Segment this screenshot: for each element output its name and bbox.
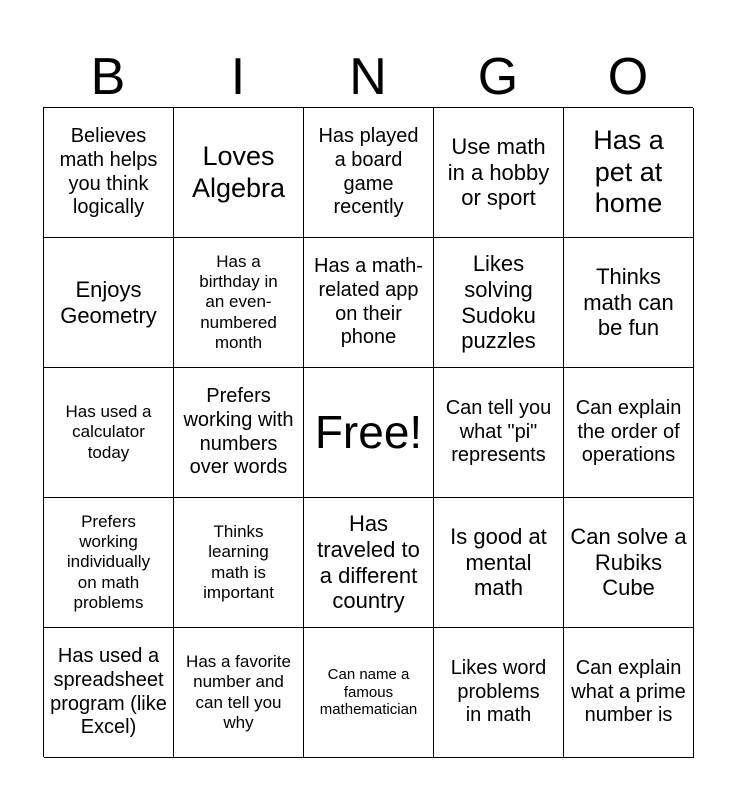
cell-text: Thinks learning math is important [203,522,274,602]
bingo-cell[interactable] [174,108,304,238]
cell-text: Can solve a Rubiks Cube [570,523,687,601]
cell-text: Has a favorite number and can tell you why [186,652,291,732]
bingo-cell[interactable] [434,108,564,238]
bingo-cell[interactable] [434,498,564,628]
cell-text: Use math in a hobby or sport [447,133,550,211]
cell-text: Can tell you what "pi" represents [445,397,552,467]
bingo-board [43,107,693,757]
cell-text: Has a birthday in an even-numbered month [199,252,278,352]
bingo-cell[interactable] [304,238,434,368]
bingo-cell[interactable] [304,108,434,238]
cell-text: Enjoys Geometry [60,276,157,328]
bingo-cell[interactable] [564,628,694,758]
bingo-cell[interactable] [564,368,694,498]
bingo-cell[interactable] [44,238,174,368]
bingo-cell[interactable] [434,628,564,758]
cell-text: Loves Algebra [191,140,286,203]
cell-text: Has used a calculator today [65,402,152,462]
bingo-cell[interactable] [564,108,694,238]
bingo-cell[interactable] [564,238,694,368]
header-letter-b: B [90,48,126,106]
bingo-cell[interactable] [174,628,304,758]
cell-text: Prefers working individually on math problems [66,512,151,612]
bingo-cell[interactable] [434,368,564,498]
bingo-cell[interactable] [44,108,174,238]
bingo-cell[interactable] [174,368,304,498]
cell-text: Is good at mental math [450,523,547,601]
free-space[interactable] [304,368,434,498]
header-letter-i: I [230,48,246,106]
cell-text: Believes math helps you think logically [59,125,158,219]
cell-text: Can explain the order of operations [575,397,682,467]
cell-text: Has a pet at home [593,124,664,219]
free-space-text: Free! [314,406,423,459]
cell-text: Has played a board game recently [318,125,419,219]
bingo-cell[interactable] [44,498,174,628]
cell-text: Can name a famous mathematician [319,665,418,719]
cell-text: Has used a spreadsheet program (like Excel) [50,645,167,739]
cell-text: Likes word problems in math [450,657,547,727]
cell-text: Has a math-related app on their phone [314,255,423,349]
cell-text: Likes solving Sudoku puzzles [461,250,536,354]
header-letter-n: N [349,48,387,106]
bingo-cell[interactable] [304,628,434,758]
bingo-cell[interactable] [564,498,694,628]
bingo-cell[interactable] [44,628,174,758]
cell-text: Can explain what a prime number is [571,657,686,727]
bingo-cell[interactable] [44,368,174,498]
bingo-cell[interactable] [434,238,564,368]
header-letter-o: O [607,48,649,106]
bingo-header [43,46,693,108]
cell-text: Thinks math can be fun [583,263,674,341]
bingo-cell[interactable] [174,238,304,368]
bingo-cell[interactable] [304,498,434,628]
bingo-cell[interactable] [174,498,304,628]
cell-text: Prefers working with numbers over words [183,385,294,479]
header-letter-g: G [477,48,519,106]
cell-text: Has traveled to a different country [317,510,420,614]
